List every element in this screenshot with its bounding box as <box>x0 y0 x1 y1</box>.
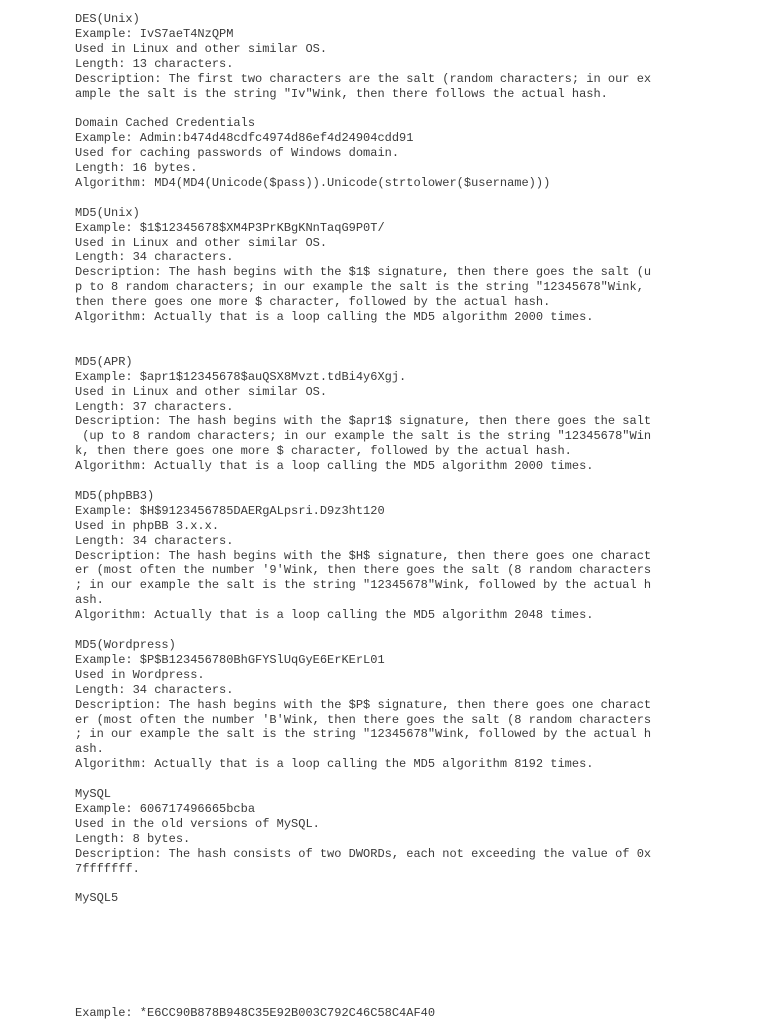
entry-title: Domain Cached Credentials <box>75 116 256 131</box>
entry-length: Length: 13 characters. <box>75 56 234 71</box>
entry-title: MD5(Wordpress) <box>75 637 176 652</box>
entry-algorithm: Algorithm: Actually that is a loop calling the MD5 algorithm 2000 times. <box>75 310 594 325</box>
entry-title: MySQL <box>75 787 112 802</box>
entry-description: then there goes one more $ character, followed by the actual hash. <box>75 295 551 310</box>
hash-entry-des-unix <box>75 12 695 101</box>
entry-title: MD5(APR) <box>75 354 133 369</box>
entry-title: MySQL5 <box>75 891 119 906</box>
entry-description: Description: The hash begins with the $P$ signature, then there goes one charact <box>75 697 652 712</box>
entry-description: p to 8 random characters; in our example the salt is the string "12345678"Wink, <box>75 280 644 295</box>
entry-length: Length: 34 characters. <box>75 250 234 265</box>
entry-example: Example: $1$12345678$XM4P3PrKBgKNnTaqG9P0T/ <box>75 220 385 235</box>
entry-description: ash. <box>75 742 104 757</box>
entry-title: DES(Unix) <box>75 12 140 26</box>
entry-description: ; in our example the salt is the string "12345678"Wink, followed by the actual h <box>75 578 652 593</box>
entry-description: ample the salt is the string "Iv"Wink, then there follows the actual hash. <box>75 86 608 101</box>
entry-description: Description: The hash begins with the $apr1$ signature, then there goes the salt <box>75 414 652 429</box>
entry-usage: Used in Linux and other similar OS. <box>75 384 328 399</box>
entry-description: Description: The hash consists of two DWORDs, each not exceeding the value of 0x <box>75 846 652 861</box>
hash-entry-md5-phpbb3 <box>75 489 695 623</box>
hash-entry-domain-cached-credentials <box>75 116 695 191</box>
hash-entry-mysql <box>75 787 695 876</box>
entry-algorithm: Algorithm: Actually that is a loop calling the MD5 algorithm 8192 times. <box>75 757 594 772</box>
entry-description: er (most often the number 'B'Wink, then there goes the salt (8 random characters <box>75 712 652 727</box>
entry-length: Length: 16 bytes. <box>75 161 198 176</box>
entry-description: Description: The first two characters are the salt (random characters; in our ex <box>75 71 652 86</box>
entry-algorithm: Algorithm: Actually that is a loop calling the MD5 algorithm 2048 times. <box>75 608 594 623</box>
hash-entry-md5-apr <box>75 355 695 474</box>
entry-example: Example: IvS7aeT4NzQPM <box>75 26 234 41</box>
entry-description: (up to 8 random characters; in our example the salt is the string "12345678"Win <box>75 429 652 444</box>
entry-description: Description: The hash begins with the $H$ signature, then there goes one charact <box>75 548 652 563</box>
entry-title: MD5(Unix) <box>75 205 140 220</box>
entry-example: Example: $H$9123456785DAERgALpsri.D9z3ht120 <box>75 503 385 518</box>
hash-entry-mysql5 <box>75 891 695 906</box>
entry-length: Length: 34 characters. <box>75 682 234 697</box>
entry-usage: Used in Linux and other similar OS. <box>75 235 328 250</box>
entry-description: ; in our example the salt is the string "12345678"Wink, followed by the actual h <box>75 727 652 742</box>
document-body <box>75 12 695 906</box>
entry-usage: Used in phpBB 3.x.x. <box>75 518 220 533</box>
entry-title: MD5(phpBB3) <box>75 488 155 503</box>
entry-usage: Used in the old versions of MySQL. <box>75 816 320 831</box>
hash-entry-md5-unix <box>75 206 695 325</box>
entry-example: Example: $apr1$12345678$auQSX8Mvzt.tdBi4y6Xgj. <box>75 369 407 384</box>
entry-algorithm: Algorithm: MD4(MD4(Unicode($pass)).Unicode(strtolower($username))) <box>75 175 551 190</box>
entry-algorithm: Algorithm: Actually that is a loop calling the MD5 algorithm 2000 times. <box>75 459 594 474</box>
entry-length: Length: 37 characters. <box>75 399 234 414</box>
entry-example: Example: 606717496665bcba <box>75 801 256 816</box>
entry-usage: Used for caching passwords of Windows domain. <box>75 146 400 161</box>
entry-usage: Used in Wordpress. <box>75 667 205 682</box>
entry-example: Example: $P$B123456780BhGFYSlUqGyE6ErKErL01 <box>75 652 385 667</box>
entry-description: Description: The hash begins with the $1$ signature, then there goes the salt (u <box>75 265 652 280</box>
hash-entry-md5-wordpress <box>75 638 695 772</box>
entry-usage: Used in Linux and other similar OS. <box>75 41 328 56</box>
entry-length: Length: 8 bytes. <box>75 831 191 846</box>
entry-length: Length: 34 characters. <box>75 533 234 548</box>
entry-description: er (most often the number '9'Wink, then there goes the salt (8 random characters <box>75 563 652 578</box>
entry-description: k, then there goes one more $ character, followed by the actual hash. <box>75 444 572 459</box>
mysql5-example: Example: *E6CC90B878B948C35E92B003C792C46C58C4AF40 <box>75 1006 436 1020</box>
entry-description: ash. <box>75 593 104 608</box>
entry-description: 7fffffff. <box>75 861 140 876</box>
entry-example: Example: Admin:b474d48cdfc4974d86ef4d24904cdd91 <box>75 131 414 146</box>
